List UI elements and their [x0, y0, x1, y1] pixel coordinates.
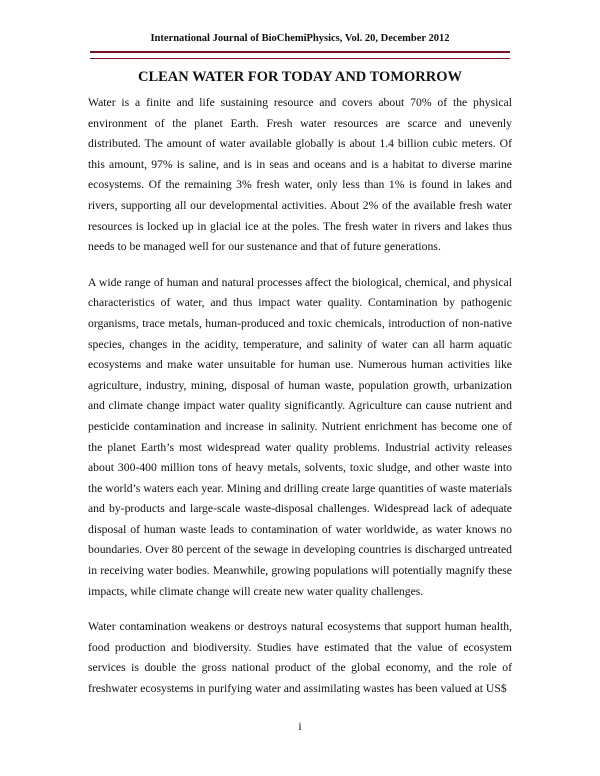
- page-number: i: [298, 719, 302, 733]
- header-rule-thin: [90, 58, 510, 59]
- paragraph-2: A wide range of human and natural processes affect the biological, chemical, and physical characteristics of water, and thus impact water quality. Contamination by pathogenic organisms, trace metals, human-produced and toxic chemicals, introduction of non-native species, changes in the acidity, temperature, and salinity of water can all harm aquatic ecosystems and make water unsuitable for human use. Numerous human activities like agriculture, industry, mining, disposal of human waste, population growth, urbanization and climate change impact water quality significantly. Agriculture can cause nutrient and pesticide contamination and increase in salinity. Nutrient enrichment has become one of the planet Earth’s most widespread water quality problems. Industrial activity releases about 300-400 million tons of heavy metals, solvents, toxic sludge, and other waste into the world’s waters each year. Mining and drilling create large quantities of waste materials and by-products and large-scale waste-disposal challenges. Widespread lack of adequate disposal of human waste leads to contamination of water worldwide, as water knows no boundaries. Over 80 percent of the sewage in developing countries is discharged untreated in receiving water bodies. Meanwhile, growing populations will potentially magnify these impacts, while climate change will create new water quality challenges.: [88, 275, 512, 598]
- header-rule-thick: [90, 51, 510, 53]
- paragraph-3: Water contamination weakens or destroys natural ecosystems that support human health, food production and biodiversity. Studies have estimated that the value of ecosystem services is double the gross national product of the global economy, and the role of freshwater ecosystems in purifying water and assimilating wastes has been valued at US$: [88, 620, 512, 696]
- article-title: CLEAN WATER FOR TODAY AND TOMORROW: [137, 69, 463, 85]
- article-body: [88, 93, 512, 715]
- paragraph-1: Water is a finite and life sustaining resource and covers about 70% of the physical environment of the planet Earth. Fresh water resources are scarce and unevenly distributed. The amount of water available globally is about 1.4 billion cubic meters. Of this amount, 97% is saline, and is in seas and oceans and is a habitat to diverse marine ecosystems. Of the remaining 3% fresh water, only less than 1% is found in lakes and rivers, supporting all our developmental activities. About 2% of the available fresh water resources is locked up in glacial ice at the poles. The fresh water in rivers and lakes thus needs to be managed well for our sustenance and that of future generations.: [88, 96, 512, 254]
- journal-header: International Journal of BioChemiPhysics, Vol. 20, December 2012: [150, 33, 450, 44]
